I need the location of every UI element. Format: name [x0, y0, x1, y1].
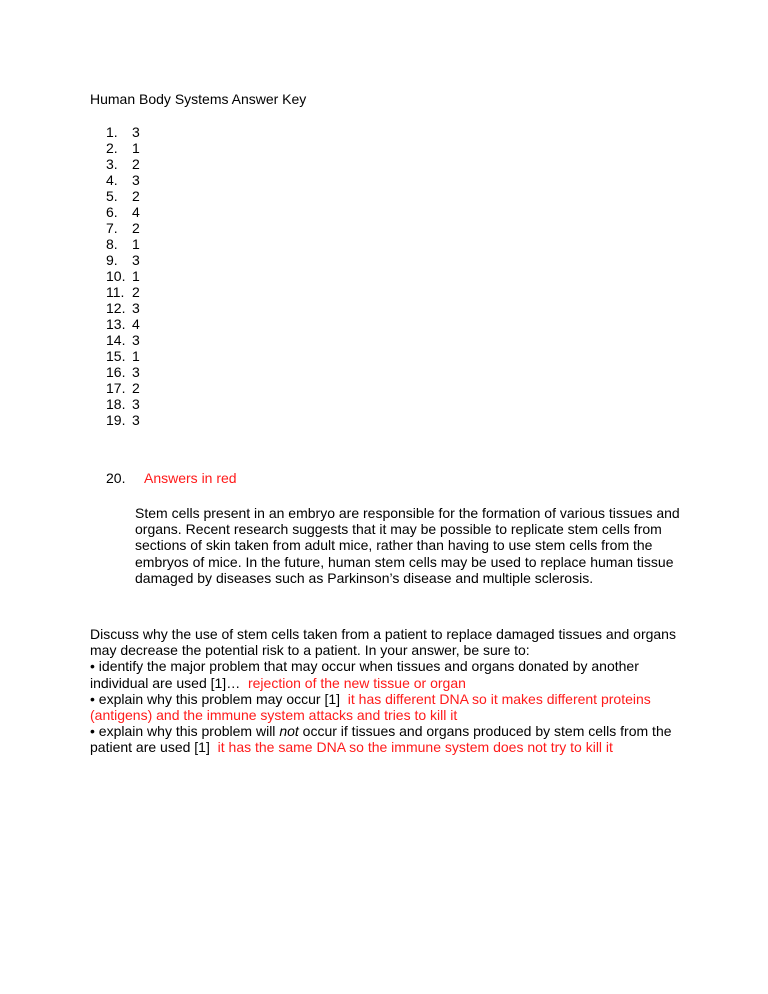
item-number: 3. — [106, 156, 118, 172]
item-answer: 1 — [132, 140, 140, 156]
item-number: 13. — [106, 316, 126, 332]
list-item — [106, 140, 140, 156]
item-answer: 4 — [132, 316, 140, 332]
item-answer: 3 — [132, 412, 140, 428]
item-number: 14. — [106, 332, 126, 348]
item-answer: 1 — [132, 348, 140, 364]
list-item — [106, 332, 140, 348]
item-number: 8. — [106, 236, 118, 252]
emphasis-not: not — [279, 723, 299, 740]
bullet-explain-occur-answer: it has different DNA so it makes different proteins (antigens) and the immune system attacks and tries to kill it — [90, 690, 651, 724]
item-answer: 2 — [132, 188, 140, 204]
bullet-explain-occur-text: • explain why this problem may occur [1] — [90, 690, 341, 707]
bullet-explain-not-occur-pre: • explain why this problem will — [90, 723, 276, 740]
item-number: 6. — [106, 204, 118, 220]
item-answer: 1 — [132, 236, 140, 252]
item-answer: 3 — [132, 124, 140, 140]
page-title: Human Body Systems Answer Key — [90, 91, 307, 107]
question-20 — [106, 470, 237, 486]
item-number: 11. — [106, 284, 125, 300]
item-answer: 3 — [132, 172, 140, 188]
item-number: 9. — [106, 252, 118, 268]
list-item — [106, 172, 140, 188]
list-item — [106, 236, 140, 252]
item-answer: 3 — [132, 364, 140, 380]
item-number: 5. — [106, 188, 118, 204]
list-item — [106, 252, 140, 268]
list-item — [106, 348, 140, 364]
item-answer: 2 — [132, 284, 140, 300]
answers-in-red-label: Answers in red — [144, 470, 237, 486]
item-answer: 3 — [132, 300, 140, 316]
list-item — [106, 124, 140, 140]
answer-list — [106, 124, 140, 428]
list-item — [106, 380, 140, 396]
bullet-explain-not-occur-answer: it has the same DNA so the immune system does not try to kill it — [217, 739, 613, 756]
list-item — [106, 204, 140, 220]
item-answer: 3 — [132, 252, 140, 268]
item-number: 2. — [106, 140, 118, 156]
item-answer: 1 — [132, 268, 140, 284]
item-answer: 4 — [132, 204, 140, 220]
bullet-identify — [90, 658, 700, 690]
item-number: 10. — [106, 268, 126, 284]
item-answer: 2 — [132, 156, 140, 172]
item-answer: 3 — [132, 396, 140, 412]
bullet-explain-not-occur — [90, 723, 700, 755]
discuss-intro: Discuss why the use of stem cells taken from a patient to replace damaged tissues and organs may decrease the potential risk to a patient. In your answer, be sure to: — [90, 626, 676, 659]
item-number: 17. — [106, 380, 126, 396]
list-item — [106, 284, 140, 300]
item-number: 1. — [106, 124, 118, 140]
list-item — [106, 412, 140, 428]
discuss-question — [90, 626, 700, 756]
list-item — [106, 188, 140, 204]
item-answer: 2 — [132, 220, 140, 236]
bullet-explain-not-occur-post: occur if tissues and organs produced by stem cells from the patient are used [1] — [90, 723, 672, 756]
bullet-identify-answer: rejection of the new tissue or organ — [247, 674, 466, 691]
item-number: 18. — [106, 396, 126, 412]
item-number: 16. — [106, 364, 126, 380]
list-item — [106, 156, 140, 172]
bullet-explain-occur — [90, 691, 700, 723]
item-answer: 3 — [132, 332, 140, 348]
question-20-number: 20. — [106, 470, 126, 486]
item-number: 15. — [106, 348, 126, 364]
item-number: 19. — [106, 412, 126, 428]
item-number: 12. — [106, 300, 126, 316]
bullet-identify-text: • identify the major problem that may occur when tissues and organs donated by another individual are used [1]… — [90, 658, 639, 691]
list-item — [106, 316, 140, 332]
item-number: 7. — [106, 220, 118, 236]
list-item — [106, 220, 140, 236]
stem-cell-passage: Stem cells present in an embryo are responsible for the formation of various tissues and organs. Recent research suggests that it may be possible to replicate stem cells from sections of skin taken from adult mice, rather than having to use stem cells from the embryos of mice. In the future, human stem cells may be used to replace human tissue damaged by diseases such as Parkinson’s disease and multiple sclerosis. — [135, 505, 680, 586]
list-item — [106, 396, 140, 412]
list-item — [106, 300, 140, 316]
list-item — [106, 364, 140, 380]
item-answer: 2 — [132, 380, 140, 396]
list-item — [106, 268, 140, 284]
item-number: 4. — [106, 172, 118, 188]
